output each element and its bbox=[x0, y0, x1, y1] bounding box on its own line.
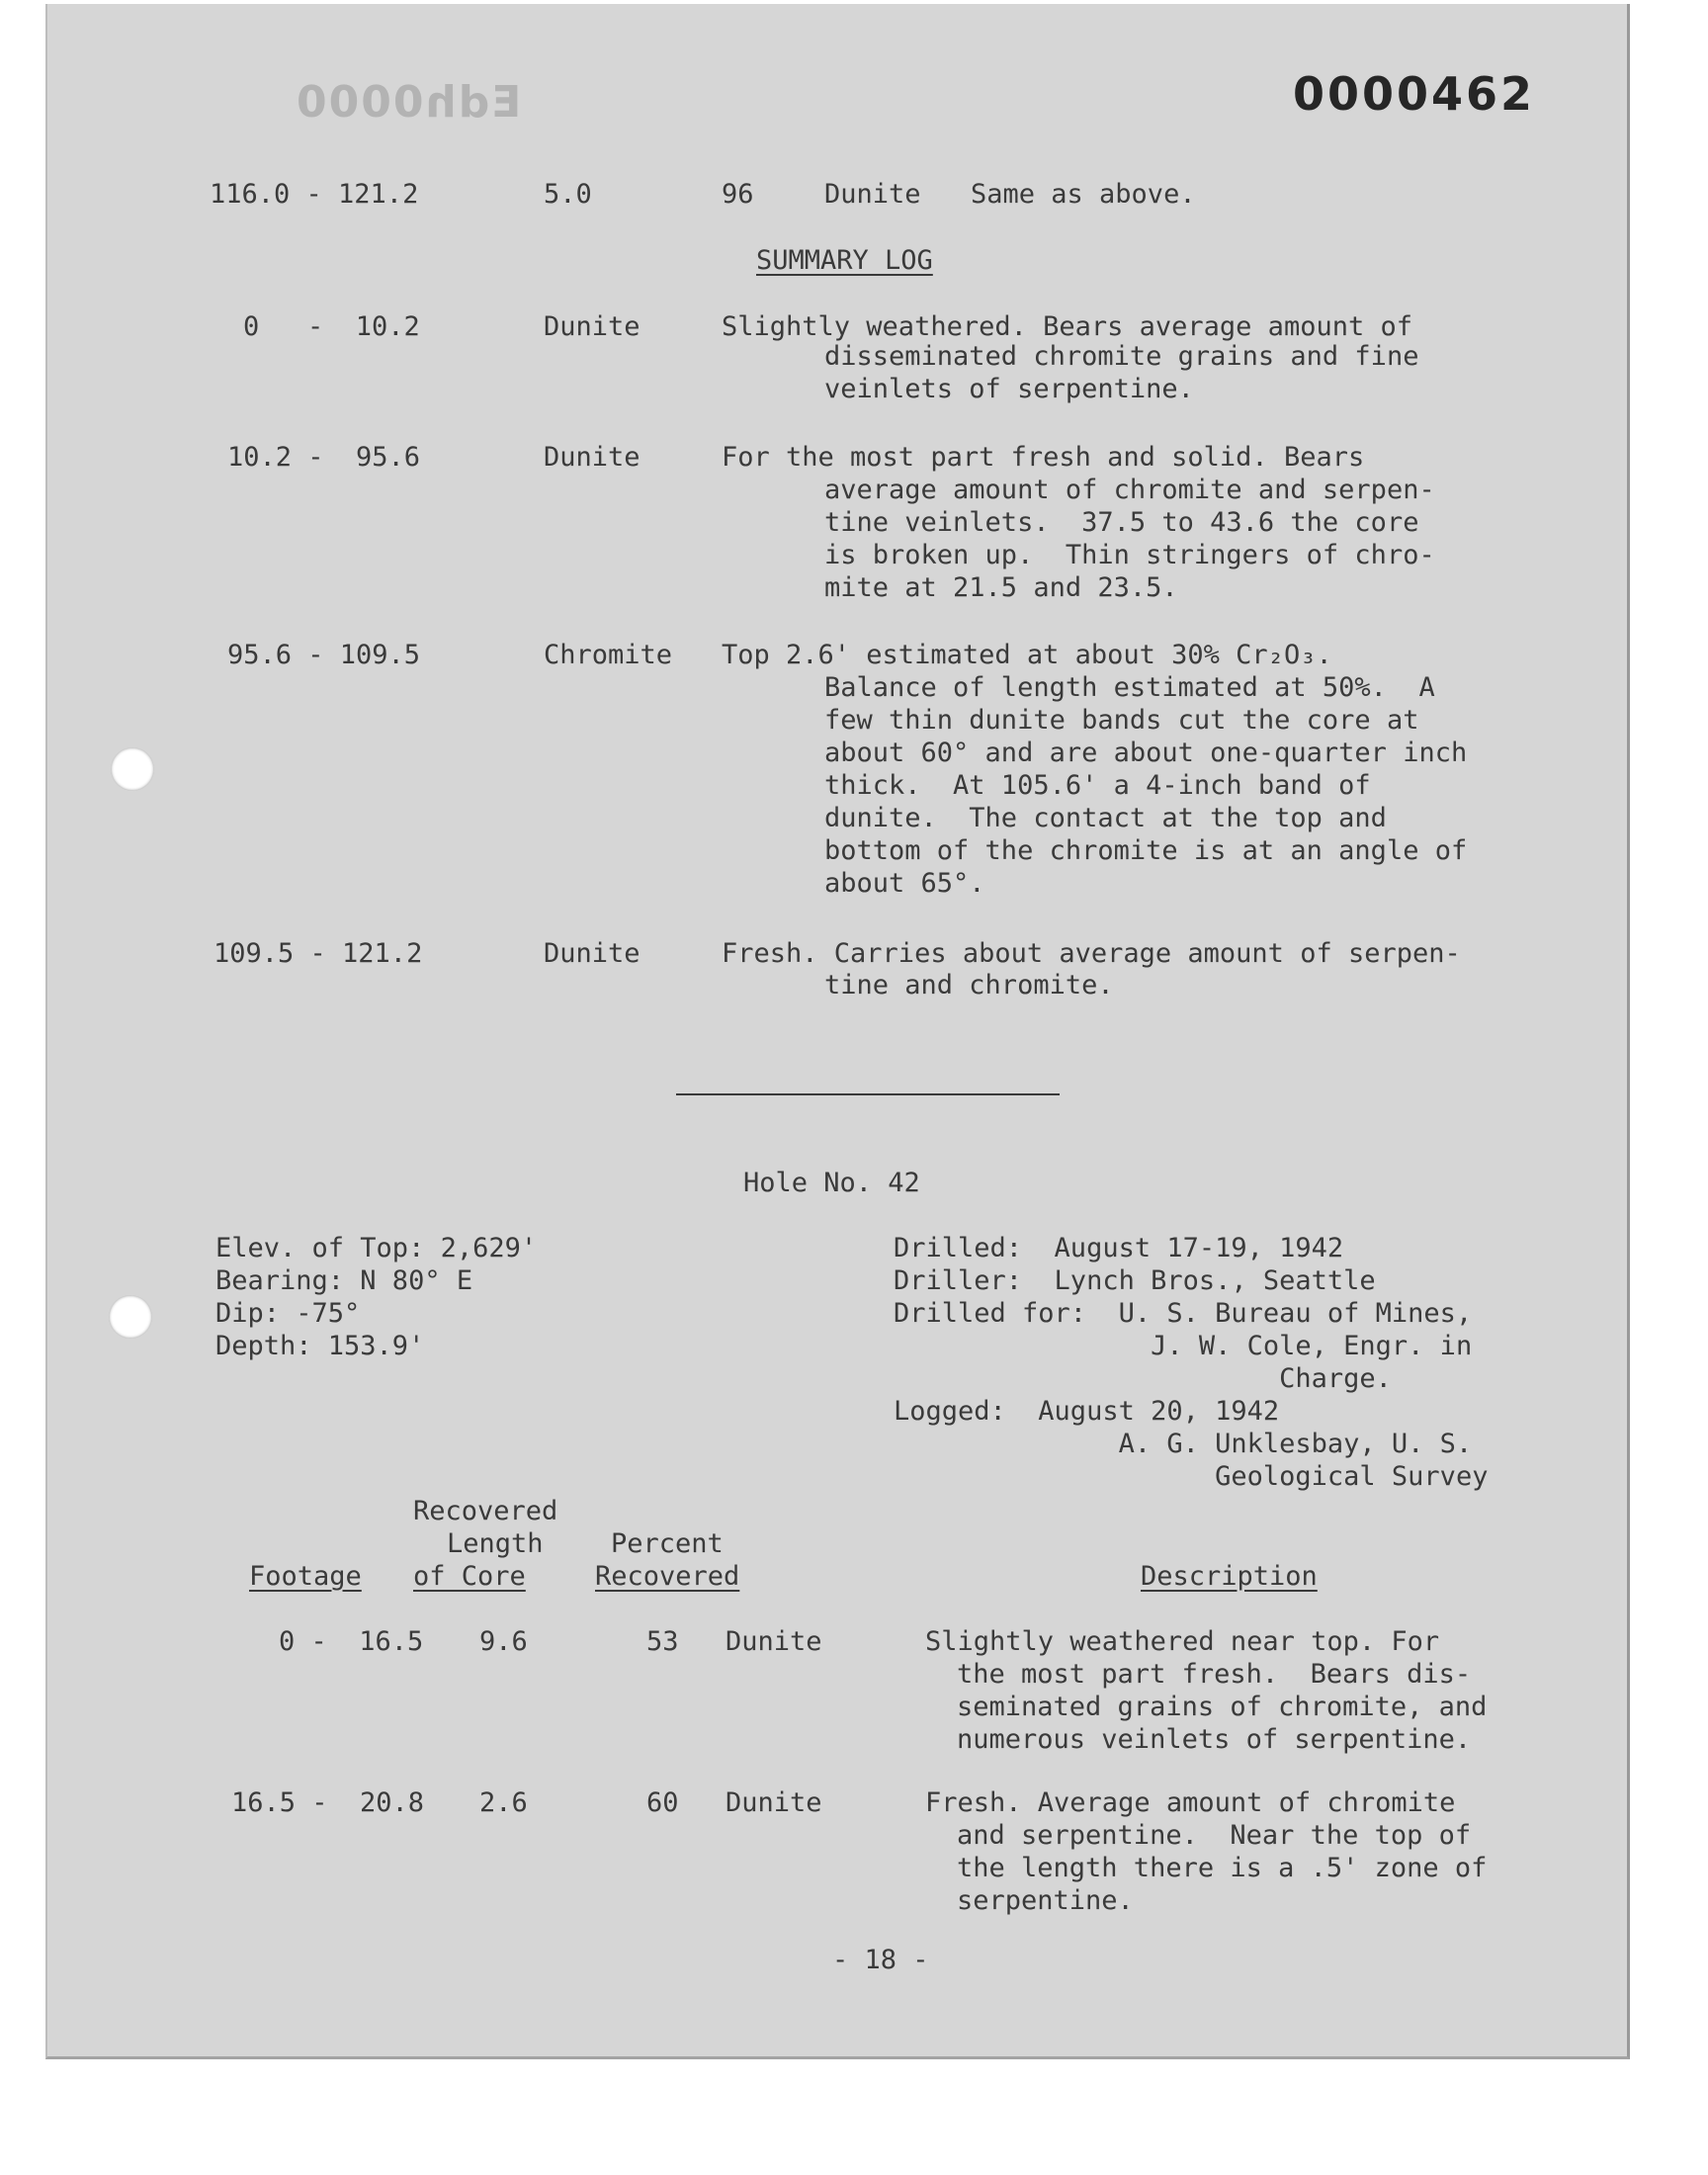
summary-description-first: For the most part fresh and solid. Bears bbox=[722, 442, 1365, 473]
row-core: 9.6 bbox=[479, 1626, 528, 1657]
dip: Dip: -75° bbox=[215, 1298, 361, 1329]
row-rock: Dunite bbox=[726, 1787, 822, 1818]
row-description-first: Fresh. Average amount of chromite bbox=[925, 1787, 1456, 1818]
top-row-rock: Dunite bbox=[824, 179, 921, 210]
summary-rock: Dunite bbox=[544, 442, 640, 473]
summary-description-first: Fresh. Carries about average amount of serpen- bbox=[722, 938, 1461, 969]
header-footage: Footage bbox=[249, 1561, 362, 1592]
summary-range: 109.5 - 121.2 bbox=[214, 938, 423, 969]
elevation-of-top: Elev. of Top: 2,629' bbox=[215, 1233, 538, 1263]
header-description: Description bbox=[1141, 1561, 1318, 1592]
document-page bbox=[45, 4, 1630, 2059]
summary-rock: Dunite bbox=[544, 311, 640, 342]
top-row-description: Same as above. bbox=[971, 179, 1196, 210]
top-row-core: 5.0 bbox=[544, 179, 592, 210]
summary-range: 10.2 - 95.6 bbox=[227, 442, 421, 473]
punch-hole-lower bbox=[109, 1295, 152, 1339]
row-percent: 60 bbox=[646, 1787, 679, 1818]
summary-description-first: Slightly weathered. Bears average amount of bbox=[722, 311, 1412, 342]
summary-description-rest: disseminated chromite grains and fine veinlets of serpentine. bbox=[824, 341, 1419, 404]
row-footage: 0 - 16.5 bbox=[279, 1626, 424, 1657]
faded-stamp-number: Edh0000 bbox=[295, 77, 522, 128]
depth: Depth: 153.9' bbox=[215, 1331, 425, 1361]
punch-hole-upper bbox=[111, 747, 154, 791]
row-core: 2.6 bbox=[479, 1787, 528, 1818]
hole-title: Hole No. 42 bbox=[743, 1168, 920, 1198]
row-description-first: Slightly weathered near top. For bbox=[925, 1626, 1440, 1657]
summary-rock: Dunite bbox=[544, 938, 640, 969]
top-row-footage: 116.0 - 121.2 bbox=[210, 179, 419, 210]
row-footage: 16.5 - 20.8 bbox=[231, 1787, 425, 1818]
summary-range: 0 - 10.2 bbox=[243, 311, 420, 342]
bearing: Bearing: N 80° E bbox=[215, 1265, 473, 1296]
row-description-rest: the most part fresh. Bears dis- seminated grains of chromite, and numerous veinlets of serpentine. bbox=[957, 1659, 1488, 1755]
summary-description-rest: tine and chromite. bbox=[824, 970, 1114, 1000]
header-recovered: Recovered bbox=[413, 1496, 558, 1526]
summary-description-rest: Balance of length estimated at 50%. A few thin dunite bands cut the core at about 60° and are about one-quarter inch thick. At 105.6' a 4-inch band of dunite. The contact at the top and bottom of the chromite is at an angle of about 65°. bbox=[824, 672, 1468, 899]
header-percent-recovered: Recovered bbox=[595, 1561, 740, 1592]
header-percent: Percent bbox=[611, 1528, 724, 1559]
header-length: Length bbox=[447, 1528, 544, 1559]
summary-rock: Chromite bbox=[544, 640, 673, 670]
summary-log-title: SUMMARY LOG bbox=[756, 245, 933, 276]
header-of-core: of Core bbox=[413, 1561, 526, 1592]
hole-info-right: Drilled: August 17-19, 1942 Driller: Lynch Bros., Seattle Drilled for: U. S. Bureau of Mines, J. W. Cole, Engr. in Charge. Logged: August 20, 1942 A. G. Unklesbay, U. S. Geological Survey bbox=[894, 1233, 1489, 1492]
section-divider bbox=[676, 1093, 1060, 1095]
document-number-stamp: 0000462 bbox=[1293, 67, 1536, 121]
row-description-rest: and serpentine. Near the top of the length there is a .5' zone of serpentine. bbox=[957, 1820, 1488, 1916]
page-footer-number: - 18 - bbox=[832, 1945, 929, 1975]
top-row-percent: 96 bbox=[722, 179, 754, 210]
summary-range: 95.6 - 109.5 bbox=[227, 640, 421, 670]
summary-description-first: Top 2.6' estimated at about 30% Cr₂O₃. bbox=[722, 640, 1332, 670]
summary-description-rest: average amount of chromite and serpen- tine veinlets. 37.5 to 43.6 the core is broken up. Thin stringers of chro- mite at 21.5 and 23.5. bbox=[824, 475, 1435, 603]
row-rock: Dunite bbox=[726, 1626, 822, 1657]
row-percent: 53 bbox=[646, 1626, 679, 1657]
